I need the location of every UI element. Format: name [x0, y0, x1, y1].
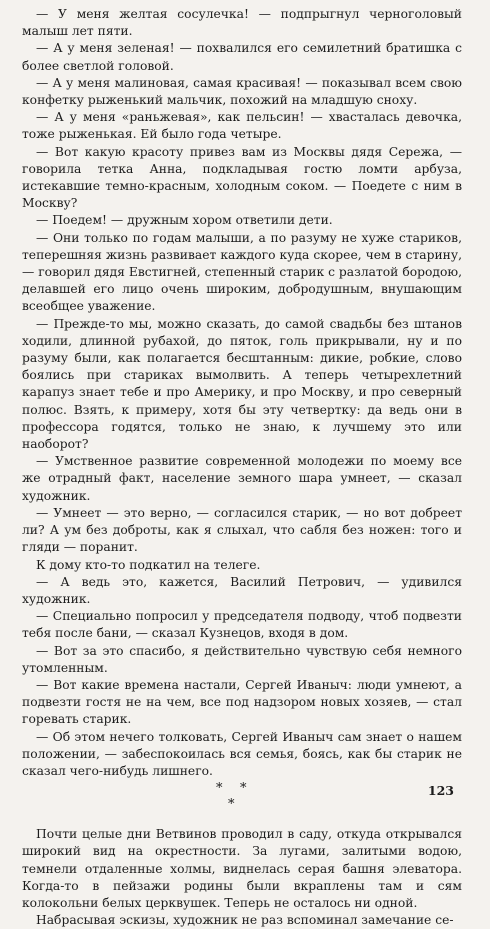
- paragraph: — А у меня малиновая, самая красивая! — показывал всем свою конфетку рыженький мальчик, похожий на младшую сноху.: [22, 75, 462, 108]
- paragraph: — Умственное развитие современной молодежи по моему все же отрадный факт, население земного шара умнеет, — сказал художник.: [22, 454, 462, 503]
- paragraph: — Умнеет — это верно, — согласился старик, — но вот добреет ли? А ум без доброты, как я слыхал, что сабля без ножен: того и гляди — поранит.: [22, 505, 462, 555]
- paragraph: К дому кто-то подкатил на телеге.: [36, 557, 261, 572]
- paragraph: Набрасывая эскизы, художник не раз вспоминал замечание се-: [36, 913, 454, 928]
- page-text: [22, 6, 462, 929]
- paragraph: — Вот какие времена настали, Сергей Иваныч: люди умнеют, а подвезти гостя не на чем, все под надзором новых хозяев, — стал горевать старик.: [22, 677, 462, 727]
- paragraph: — Поедем! — дружным хором ответили дети.: [36, 213, 333, 228]
- paragraph: — А у меня зеленая! — похвалился его семилетний братишка с более светлой головой.: [22, 41, 462, 73]
- separator-star: *: [240, 781, 247, 797]
- section-separator: [22, 782, 462, 822]
- paragraph: — Специально попросил у председателя подводу, чтоб подвезти тебя после бани, — сказал Кузнецов, входя в дом.: [22, 609, 462, 641]
- separator-star: *: [228, 797, 235, 813]
- paragraph: — Они только по годам малыши, а по разуму не хуже стариков, теперешняя жизнь развивает каждого куда скорее, чем в старину, — говорил дядя Евстигней, степенный старик с разлатой бородою, делавшей его лицо очень широким, добродушным, внушающим всеобщее уважение.: [22, 230, 462, 314]
- paragraph: — Прежде-то мы, можно сказать, до самой свадьбы без штанов ходили, длинной рубахой, до пяток, голь прикрывали, ну и по разуму были, как полагается бесштанным: дикие, робкие, слово боялись при стариках вымолвить. А теперь четырехлетний карапуз знает тебе и про Америку, и про Москву, и про северный полюс. Взять, к примеру, хотя бы эту четвертку: да ведь они в профессора годятся, только не знаю, к лучшему это или наоборот?: [22, 316, 462, 452]
- paragraph: — А у меня «раньжевая», как пельсин! — хвасталась девочка, тоже рыженькая. Ей было года четыре.: [22, 110, 462, 142]
- separator-star: *: [216, 781, 223, 797]
- paragraph: — Об этом нечего толковать, Сергей Иваныч сам знает о нашем положении, — забеспокоилась вся семья, боясь, как бы старик не сказал чего-нибудь лишнего.: [22, 729, 462, 778]
- paragraph: — Вот какую красоту привез вам из Москвы дядя Сережа, — говорила тетка Анна, подкладывая гостю ломти арбуза, истекавшие темно-красным, холодным соком. — Поедете с ним в Москву?: [22, 144, 462, 211]
- paragraph: — А ведь это, кажется, Василий Петрович, — удивился художник.: [22, 574, 462, 606]
- paragraph: — Вот за это спасибо, я действительно чувствую себя немного утомленным.: [22, 643, 462, 675]
- page-number: 123: [427, 783, 454, 798]
- paragraph: — У меня желтая сосулечка! — подпрыгнул черноголовый малыш лет пяти.: [22, 7, 462, 39]
- paragraph: Почти целые дни Ветвинов проводил в саду, откуда открывался широкий вид на окрестности. За лугами, залитыми водою, темнели отдаленные холмы, виднелась серая башня элеватора. Когда-то в пейзажи родины были вкраплены там и сям колокольни белых церквушек. Теперь не осталось ни одной.: [22, 827, 462, 910]
